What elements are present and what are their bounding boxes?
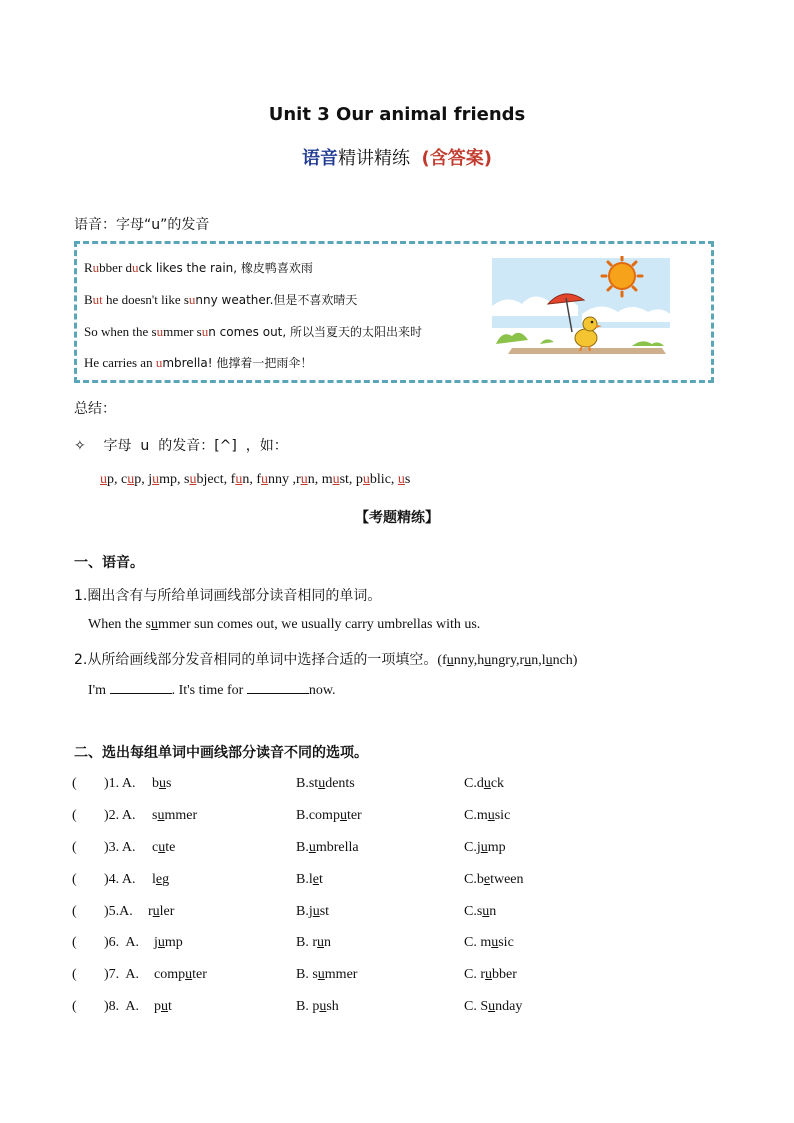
option-text: s	[152, 808, 158, 823]
question-row	[72, 872, 722, 892]
option-text: C.s	[464, 904, 483, 919]
option-text: sh	[326, 999, 339, 1014]
answer-paren[interactable]: (	[72, 935, 77, 950]
underlined-letter: u	[446, 653, 454, 668]
q2-sentence-text: now.	[308, 683, 336, 698]
option-text: C.b	[464, 872, 484, 887]
answer-paren[interactable]: (	[72, 808, 77, 823]
underlined-letter: u	[482, 904, 490, 919]
q2-text: 2.从所给画线部分发音相同的单词中选择合适的一项填空。	[74, 652, 438, 668]
poem-text: he doesn't like s	[102, 292, 189, 307]
q2-word: (f	[437, 653, 447, 668]
example-word-part: p,	[134, 472, 149, 487]
poem-text: So when the s	[84, 324, 157, 339]
underlined-letter: u	[480, 840, 488, 855]
q1-instruction: 1.圈出含有与所给单词画线部分读音相同的单词。	[74, 588, 382, 604]
underlined-letter: u	[484, 653, 492, 668]
question-row	[72, 808, 722, 828]
option-a[interactable]	[152, 840, 175, 856]
option-text: B. r	[296, 935, 317, 950]
question-number: )6. A.	[104, 935, 143, 950]
example-word-part: blic,	[369, 472, 398, 487]
highlight-letter: u	[397, 472, 405, 487]
poem-text: bber d	[99, 260, 133, 275]
underlined-letter: u	[185, 967, 193, 982]
example-word-part: n,	[242, 472, 257, 487]
example-word-part: f	[256, 472, 262, 487]
highlight-letter: u	[201, 324, 209, 339]
example-word-part: s	[404, 472, 411, 487]
subtitle-black: 精讲精练	[338, 148, 411, 169]
option-text: tween	[490, 872, 524, 887]
option-text: B. p	[296, 999, 320, 1014]
part2-heading: 二、选出每组单词中画线部分读音不同的选项。	[74, 745, 368, 761]
option-text: B.l	[296, 872, 313, 887]
answer-paren[interactable]: (	[72, 840, 77, 855]
highlight-letter: u	[235, 472, 243, 487]
option-text: p	[154, 999, 161, 1014]
highlight-letter: ut	[92, 292, 103, 307]
example-word-part: f	[230, 472, 236, 487]
part1-heading: 一、语音。	[74, 555, 144, 571]
underlined-letter: u	[488, 999, 496, 1014]
option-text: ter	[192, 967, 207, 982]
option-text: C.j	[464, 840, 481, 855]
q1-text: When the s	[88, 617, 151, 632]
document-subtitle	[0, 144, 794, 170]
question-row	[72, 776, 722, 796]
underlined-letter: u	[524, 653, 532, 668]
option-c[interactable]	[464, 999, 522, 1015]
sun-icon	[602, 256, 642, 296]
option-text: B.	[296, 840, 309, 855]
answer-blank[interactable]	[247, 681, 309, 694]
option-text: r	[148, 904, 153, 919]
q2-sentence-text: . It's time for	[171, 683, 247, 698]
highlight-letter: u	[362, 472, 370, 487]
poem-text: B	[84, 292, 93, 307]
document-title: Unit 3 Our animal friends	[268, 104, 526, 125]
option-text: C. m	[464, 935, 492, 950]
option-text: mmer	[164, 808, 198, 823]
question-row	[72, 840, 722, 860]
option-text: g	[162, 872, 170, 887]
option-a[interactable]	[154, 999, 172, 1015]
underlined-letter: u	[157, 808, 165, 823]
question-number: )5.A.	[104, 904, 133, 919]
option-text: ter	[346, 808, 362, 823]
q2-sentence-text: I'm	[88, 683, 110, 698]
option-text: mmer	[324, 967, 358, 982]
underlined-letter: u	[318, 776, 326, 791]
underlined-letter: u	[308, 840, 316, 855]
example-word-part: m	[321, 472, 333, 487]
highlight-letter: u	[156, 324, 164, 339]
underlined-letter: u	[150, 617, 158, 632]
subtitle-red: (含答案)	[421, 148, 492, 169]
highlight-letter: u	[188, 292, 196, 307]
option-a[interactable]	[152, 872, 169, 888]
poem-text: R	[84, 260, 93, 275]
question-row	[72, 999, 722, 1019]
question-number: )2. A.	[104, 808, 136, 823]
example-words	[100, 472, 410, 488]
option-text: t	[168, 999, 172, 1014]
option-text: j	[154, 935, 158, 950]
underlined-letter: u	[312, 904, 320, 919]
option-text: c	[152, 840, 159, 855]
example-word-part: c	[121, 472, 128, 487]
question-row	[72, 904, 722, 924]
option-text: B.comp	[296, 808, 340, 823]
option-c[interactable]	[464, 776, 504, 792]
q1-text: mmer sun comes out, we usually carry umbrellas with us.	[157, 617, 481, 632]
answer-paren[interactable]: (	[72, 999, 77, 1014]
option-text: n	[489, 904, 497, 919]
option-text: B. s	[296, 967, 318, 982]
example-word-part: j	[148, 472, 153, 487]
option-b[interactable]	[296, 904, 329, 920]
duck-umbrella-illustration	[492, 256, 672, 356]
example-word-part: st,	[339, 472, 356, 487]
underlined-letter: u	[485, 967, 492, 982]
poem-line-4	[84, 354, 312, 371]
phonics-label: 语音：字母“u”的发音	[74, 217, 210, 233]
option-text: B.j	[296, 904, 313, 919]
option-text: st	[319, 904, 330, 919]
underlined-letter: u	[319, 999, 327, 1014]
poem-text: n comes out, 所以当夏天的太阳出来时	[208, 325, 423, 339]
highlight-letter: u	[92, 260, 100, 275]
option-text: C. r	[464, 967, 485, 982]
highlight-letter: u	[100, 472, 107, 487]
example-word-part: p	[355, 472, 363, 487]
question-row	[72, 967, 722, 987]
option-text: comp	[154, 967, 186, 982]
highlight-letter: u	[300, 472, 308, 487]
underlined-letter: u	[317, 935, 324, 950]
underlined-letter: u	[491, 935, 499, 950]
question-number: )8. A.	[104, 999, 143, 1014]
option-text: bber	[492, 967, 517, 982]
rule-line: ✧ 字母 u 的发音：[^] ，如：	[74, 438, 288, 454]
q2-word: n,l	[531, 653, 546, 668]
answer-paren[interactable]: (	[72, 904, 77, 919]
option-text: mbrella	[315, 840, 359, 855]
poem-line-1	[84, 259, 313, 276]
option-b[interactable]	[296, 935, 331, 951]
summary-label: 总结：	[74, 401, 116, 417]
option-text: C. S	[464, 999, 489, 1014]
example-word-part: nny ,	[268, 472, 297, 487]
underlined-letter: e	[483, 872, 491, 887]
option-text: t	[318, 872, 323, 887]
poem-line-2	[84, 291, 357, 308]
underlined-letter: u	[157, 935, 165, 950]
option-c[interactable]	[464, 808, 510, 824]
option-text: ck	[490, 776, 505, 791]
underlined-letter: u	[487, 808, 495, 823]
option-text: C.m	[464, 808, 488, 823]
question-number: )1. A.	[104, 776, 136, 791]
answer-paren[interactable]: (	[72, 872, 77, 887]
highlight-letter: u	[332, 472, 340, 487]
option-text: dents	[325, 776, 355, 791]
practice-heading: 【考题精练】	[355, 510, 439, 526]
q1-sentence	[88, 617, 480, 633]
option-text: sic	[498, 935, 514, 950]
poem-text: nny weather.但是不喜欢晴天	[195, 293, 358, 307]
underlined-letter: e	[155, 872, 163, 887]
example-word-part: bject,	[196, 472, 231, 487]
answer-blank[interactable]	[110, 681, 172, 694]
underlined-letter: u	[339, 808, 347, 823]
highlight-letter: u	[132, 260, 139, 275]
q2-word: ngry,r	[491, 653, 525, 668]
underlined-letter: u	[159, 776, 166, 791]
question-number: )7. A.	[104, 967, 143, 982]
underlined-letter: u	[152, 904, 160, 919]
option-text: C.d	[464, 776, 484, 791]
question-number: )4. A.	[104, 872, 136, 887]
option-c[interactable]	[464, 967, 517, 983]
highlight-letter: u	[127, 472, 135, 487]
option-a[interactable]	[152, 808, 197, 824]
option-text: mp	[487, 840, 506, 855]
highlight-letter: u	[155, 355, 163, 370]
option-b[interactable]	[296, 840, 359, 856]
option-text: n	[324, 935, 331, 950]
underlined-letter: e	[312, 872, 319, 887]
answer-paren[interactable]: (	[72, 776, 77, 791]
question-number: )3. A.	[104, 840, 136, 855]
option-c[interactable]	[464, 840, 506, 856]
q2-sentence	[88, 681, 336, 699]
highlight-letter: u	[152, 472, 160, 487]
question-row	[72, 935, 722, 955]
example-word-part: n,	[307, 472, 322, 487]
q2-word: nny,h	[453, 653, 485, 668]
option-text: ler	[159, 904, 175, 919]
example-word-part: s	[184, 472, 190, 487]
poem-text: ck likes the rain, 橡皮鸭喜欢雨	[138, 261, 313, 275]
option-a[interactable]	[152, 776, 171, 792]
poem-line-3	[84, 323, 422, 340]
option-text: sic	[494, 808, 511, 823]
underlined-letter: u	[161, 999, 168, 1014]
highlight-letter: u	[261, 472, 269, 487]
option-text: l	[152, 872, 156, 887]
option-b[interactable]	[296, 872, 323, 888]
option-c[interactable]	[464, 935, 514, 951]
option-a[interactable]	[148, 904, 174, 920]
example-word-part: mp,	[159, 472, 184, 487]
option-text: B.st	[296, 776, 319, 791]
highlight-letter: u	[189, 472, 197, 487]
option-text: b	[152, 776, 159, 791]
example-word-part: r	[296, 472, 301, 487]
option-text: nday	[495, 999, 523, 1014]
underlined-letter: u	[317, 967, 325, 982]
poem-text: mmer s	[163, 324, 202, 339]
example-word-part: p,	[107, 472, 121, 487]
option-b[interactable]	[296, 967, 357, 983]
option-c[interactable]	[464, 904, 496, 920]
option-c[interactable]	[464, 872, 524, 888]
option-a[interactable]	[154, 967, 207, 983]
underlined-letter: u	[483, 776, 491, 791]
underlined-letter: u	[158, 840, 166, 855]
poem-text: mbrella! 他撑着一把雨伞！	[162, 356, 313, 370]
option-b[interactable]	[296, 808, 362, 824]
option-text: te	[165, 840, 176, 855]
answer-paren[interactable]: (	[72, 967, 77, 982]
option-b[interactable]	[296, 776, 355, 792]
option-text: mp	[164, 935, 183, 950]
option-text: s	[166, 776, 172, 791]
q2-word: nch)	[552, 653, 578, 668]
option-a[interactable]	[154, 935, 183, 951]
q2-instruction	[74, 649, 577, 669]
poem-text: He carries an	[84, 355, 156, 370]
option-b[interactable]	[296, 999, 339, 1015]
underlined-letter: u	[545, 653, 553, 668]
subtitle-blue: 语音	[302, 148, 339, 169]
